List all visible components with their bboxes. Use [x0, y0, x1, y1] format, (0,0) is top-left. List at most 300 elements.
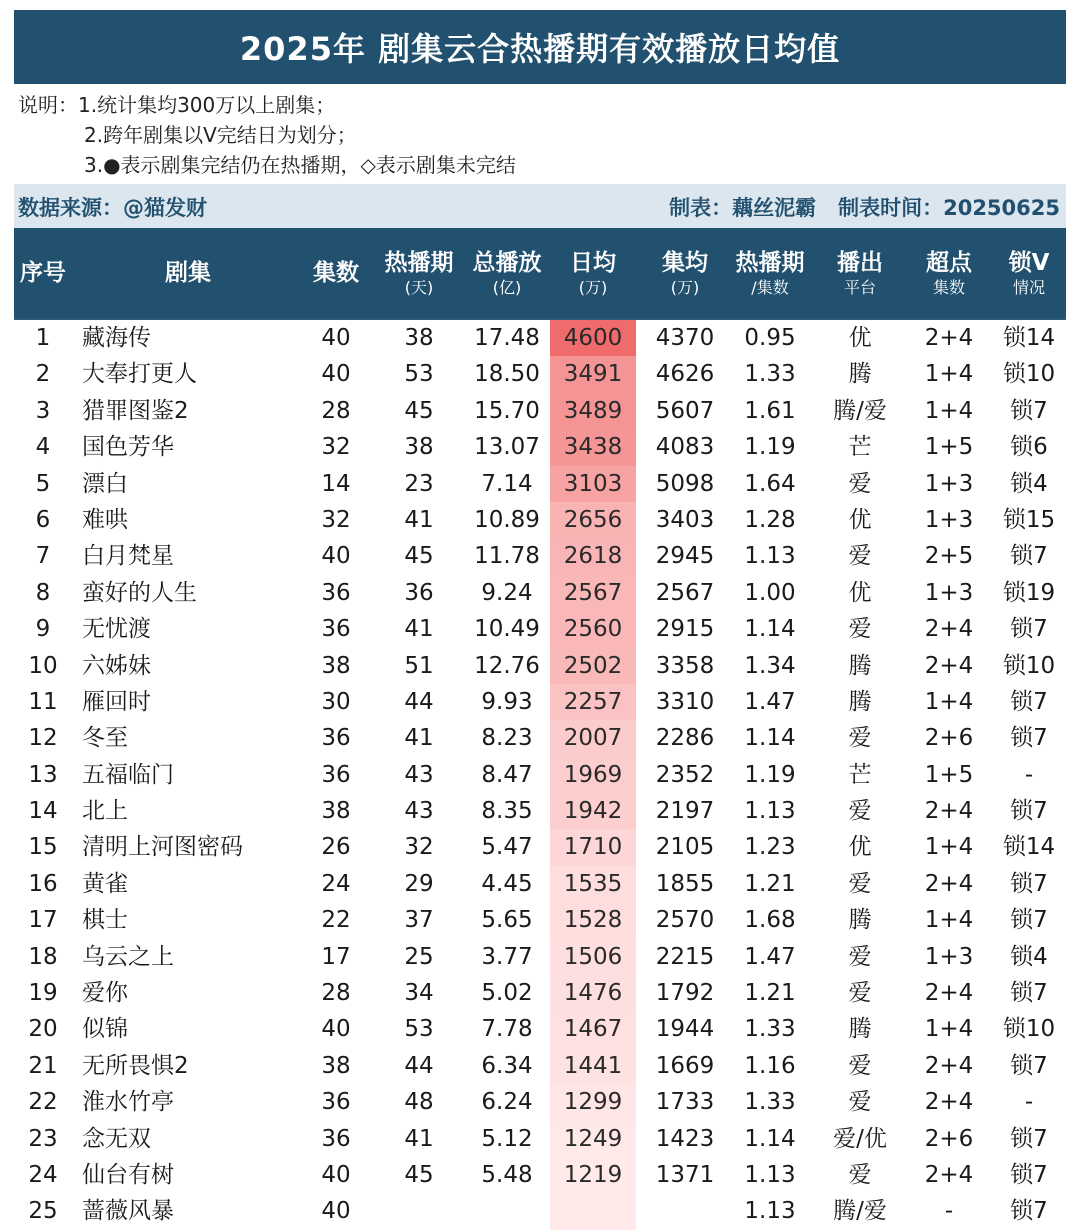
table-body [14, 320, 1066, 1232]
table-maker: 制表：藕丝泥霸 [669, 196, 817, 220]
cell-days-per-episode: 1.33 [744, 1016, 796, 1043]
cell-total-views: 10.89 [474, 506, 540, 533]
cell-daily-avg: 1467 [550, 1011, 636, 1047]
cell-platform: 优 [848, 834, 872, 861]
cell-lock-v: 锁7 [1010, 616, 1048, 643]
cell-episode-avg: 5098 [655, 470, 715, 497]
table-row [14, 611, 1066, 647]
cell-total-views: 9.24 [481, 579, 533, 606]
cell-daily-avg: 2502 [550, 648, 636, 684]
cell-episodes: 14 [321, 470, 351, 497]
cell-drama-name: 黄雀 [82, 870, 128, 897]
header-rank [14, 228, 72, 318]
cell-peak-episodes: 2+4 [924, 798, 974, 825]
header-episode-avg [644, 228, 726, 318]
cell-hot-days: 23 [404, 470, 434, 497]
cell-total-views: 18.50 [474, 361, 540, 388]
cell-peak-episodes: 1+3 [924, 943, 974, 970]
cell-platform: 爱 [848, 980, 872, 1007]
notes-section [14, 84, 1066, 184]
cell-platform: 优 [848, 579, 872, 606]
cell-episode-avg: 2352 [655, 761, 715, 788]
cell-days-per-episode: 1.47 [744, 943, 796, 970]
cell-rank: 4 [35, 434, 51, 461]
cell-daily-avg: 2618 [550, 538, 636, 574]
cell-peak-episodes: 1+4 [924, 688, 974, 715]
table-row [14, 939, 1066, 975]
cell-episode-avg: 4626 [655, 361, 715, 388]
cell-total-views: 5.12 [481, 1125, 533, 1152]
cell-episodes: 36 [321, 616, 351, 643]
cell-drama-name: 漂白 [82, 470, 128, 497]
cell-daily-avg: 1299 [550, 1084, 636, 1120]
cell-lock-v: 锁4 [1010, 470, 1048, 497]
cell-platform: 腾 [848, 688, 872, 715]
table-row [14, 975, 1066, 1011]
cell-drama-name: 猎罪图鉴2 [82, 397, 189, 424]
cell-lock-v: 锁7 [1010, 798, 1048, 825]
table-row [14, 1157, 1066, 1193]
cell-rank: 10 [28, 652, 58, 679]
table-row [14, 684, 1066, 720]
cell-peak-episodes: 2+4 [924, 870, 974, 897]
cell-platform: 爱 [848, 798, 872, 825]
table-row [14, 829, 1066, 865]
cell-episodes: 32 [321, 506, 351, 533]
cell-rank: 8 [35, 579, 51, 606]
header-label: 总播放 [472, 249, 542, 276]
cell-platform: 芒 [848, 434, 872, 461]
cell-hot-days: 38 [404, 434, 434, 461]
cell-total-views: 10.49 [474, 616, 540, 643]
cell-episode-avg: 3358 [655, 652, 715, 679]
cell-days-per-episode: 1.00 [744, 579, 796, 606]
cell-platform: 优 [848, 325, 872, 351]
cell-platform: 腾 [848, 907, 872, 934]
header-daily-avg [550, 228, 636, 318]
notes-line-1 [18, 90, 335, 120]
cell-drama-name: 五福临门 [82, 761, 174, 788]
cell-rank: 6 [35, 506, 51, 533]
cell-rank: 20 [28, 1016, 58, 1043]
cell-rank: 23 [28, 1125, 58, 1152]
cell-rank: 13 [28, 761, 58, 788]
cell-lock-v: 锁15 [1002, 506, 1056, 533]
cell-episode-avg: 1669 [655, 1052, 715, 1079]
header-unit: (万) [670, 277, 700, 297]
cell-rank: 7 [35, 543, 51, 570]
cell-episode-avg: 2570 [655, 907, 715, 934]
cell-daily-avg: 1506 [550, 939, 636, 975]
cell-drama-name: 念无双 [82, 1125, 151, 1152]
cell-episodes: 38 [321, 798, 351, 825]
cell-hot-days: 44 [404, 688, 434, 715]
cell-days-per-episode: 1.13 [744, 1161, 796, 1188]
cell-hot-days: 43 [404, 761, 434, 788]
cell-rank: 22 [28, 1089, 58, 1116]
header-days-per-episode [726, 228, 814, 318]
cell-lock-v: 锁7 [1010, 1125, 1048, 1152]
cell-episodes: 36 [321, 579, 351, 606]
cell-daily-avg: 2656 [550, 502, 636, 538]
cell-episode-avg: 1733 [655, 1089, 715, 1116]
cell-episodes: 22 [321, 907, 351, 934]
table-row [14, 1121, 1066, 1157]
header-unit: 平台 [843, 277, 876, 297]
header-peak-episodes [906, 228, 992, 318]
cell-daily-avg: 1528 [550, 902, 636, 938]
table-row [14, 1084, 1066, 1120]
cell-platform: 爱 [848, 870, 872, 897]
cell-hot-days: 48 [404, 1089, 434, 1116]
cell-episode-avg: 2567 [655, 579, 715, 606]
cell-episodes: 36 [321, 761, 351, 788]
cell-episode-avg: 1792 [655, 980, 715, 1007]
cell-hot-days: 36 [404, 579, 434, 606]
cell-daily-avg: 2007 [550, 720, 636, 756]
cell-drama-name: 乌云之上 [82, 943, 174, 970]
table-row [14, 1011, 1066, 1047]
cell-days-per-episode: 1.19 [744, 434, 796, 461]
cell-rank: 24 [28, 1161, 58, 1188]
table-row [14, 1193, 1066, 1229]
table-row [14, 320, 1066, 356]
cell-daily-avg: 1710 [550, 829, 636, 865]
cell-lock-v: 锁7 [1010, 725, 1048, 752]
cell-drama-name: 无忧渡 [82, 616, 151, 643]
cell-hot-days: 51 [404, 652, 434, 679]
cell-peak-episodes: 2+5 [924, 543, 974, 570]
cell-daily-avg: 1219 [550, 1157, 636, 1193]
table-row [14, 429, 1066, 465]
notes-line-3: 3.●表示剧集完结仍在热播期，◇表示剧集未完结 [84, 153, 516, 177]
cell-drama-name: 国色芳华 [82, 434, 174, 461]
header-label: 日均 [570, 249, 616, 276]
header-unit: (万) [578, 277, 608, 297]
cell-episode-avg: 1371 [655, 1161, 715, 1188]
cell-lock-v: 锁14 [1002, 325, 1056, 351]
cell-hot-days: 38 [404, 325, 434, 351]
cell-episode-avg: 2915 [655, 616, 715, 643]
cell-peak-episodes: 1+4 [924, 361, 974, 388]
header-lock-v [992, 228, 1066, 318]
cell-episode-avg: 2215 [655, 943, 715, 970]
cell-peak-episodes: 1+3 [924, 506, 974, 533]
cell-lock-v: 锁7 [1010, 1052, 1048, 1079]
cell-episode-avg: 1423 [655, 1125, 715, 1152]
cell-rank: 21 [28, 1052, 58, 1079]
cell-lock-v: - [1024, 761, 1034, 788]
cell-total-views: 4.45 [481, 870, 533, 897]
table-row [14, 720, 1066, 756]
cell-total-views: 8.23 [481, 725, 533, 752]
cell-hot-days: 53 [404, 361, 434, 388]
header-label: 剧集 [165, 259, 211, 286]
cell-peak-episodes: 2+4 [924, 652, 974, 679]
cell-hot-days: 53 [404, 1016, 434, 1043]
cell-episodes: 40 [321, 325, 351, 351]
header-label: 超点 [926, 249, 972, 276]
header-unit: (亿) [492, 277, 522, 297]
cell-platform: 爱 [848, 1161, 872, 1188]
cell-platform: 腾/爱 [833, 397, 887, 424]
cell-platform: 腾 [848, 652, 872, 679]
cell-days-per-episode: 1.13 [744, 1198, 796, 1225]
cell-episode-avg: 5607 [655, 397, 715, 424]
cell-platform: 爱 [848, 470, 872, 497]
cell-peak-episodes: 1+4 [924, 834, 974, 861]
cell-platform: 芒 [848, 761, 872, 788]
cell-days-per-episode: 1.16 [744, 1052, 796, 1079]
cell-episode-avg: 1855 [655, 870, 715, 897]
cell-days-per-episode: 1.14 [744, 725, 796, 752]
table-row [14, 502, 1066, 538]
cell-episodes: 28 [321, 397, 351, 424]
cell-peak-episodes: 1+4 [924, 907, 974, 934]
cell-episodes: 32 [321, 434, 351, 461]
cell-total-views: 15.70 [474, 397, 540, 424]
cell-days-per-episode: 1.19 [744, 761, 796, 788]
cell-lock-v: 锁7 [1010, 397, 1048, 424]
cell-daily-avg: 2257 [550, 684, 636, 720]
cell-rank: 11 [28, 688, 58, 715]
cell-rank: 19 [28, 980, 58, 1007]
cell-total-views: 8.47 [481, 761, 533, 788]
cell-drama-name: 白月梵星 [82, 543, 174, 570]
cell-total-views: 5.47 [481, 834, 533, 861]
cell-daily-avg: 1535 [550, 866, 636, 902]
table-row [14, 793, 1066, 829]
cell-lock-v: 锁19 [1002, 579, 1056, 606]
cell-total-views: 6.24 [481, 1089, 533, 1116]
cell-total-views: 7.14 [481, 470, 533, 497]
notes-line-2: 2.跨年剧集以V完结日为划分； [84, 123, 357, 147]
cell-days-per-episode: 1.47 [744, 688, 796, 715]
cell-days-per-episode: 1.21 [744, 980, 796, 1007]
cell-daily-avg [550, 1193, 636, 1229]
cell-drama-name: 冬至 [82, 725, 128, 752]
cell-drama-name: 蛮好的人生 [82, 579, 197, 606]
table-row [14, 866, 1066, 902]
cell-platform: 爱 [848, 943, 872, 970]
cell-platform: 优 [848, 506, 872, 533]
header-hot-days [374, 228, 464, 318]
cell-peak-episodes: 1+5 [924, 761, 974, 788]
table-row [14, 902, 1066, 938]
cell-episodes: 40 [321, 1161, 351, 1188]
cell-hot-days: 34 [404, 980, 434, 1007]
header-unit: 集数 [932, 277, 965, 297]
cell-episodes: 38 [321, 652, 351, 679]
cell-drama-name: 藏海传 [82, 325, 151, 351]
cell-hot-days: 44 [404, 1052, 434, 1079]
cell-drama-name: 淮水竹亭 [82, 1089, 174, 1116]
cell-episode-avg: 3310 [655, 688, 715, 715]
cell-lock-v: 锁7 [1010, 980, 1048, 1007]
cell-days-per-episode: 1.33 [744, 1089, 796, 1116]
cell-hot-days [374, 1193, 464, 1229]
cell-peak-episodes: 2+4 [924, 1052, 974, 1079]
cell-drama-name: 蔷薇风暴 [82, 1198, 174, 1225]
cell-days-per-episode: 1.23 [744, 834, 796, 861]
cell-hot-days: 25 [404, 943, 434, 970]
header-drama-name [78, 228, 298, 318]
table-row [14, 648, 1066, 684]
cell-total-views: 17.48 [474, 325, 540, 351]
cell-total-views: 3.77 [481, 943, 533, 970]
cell-daily-avg: 1441 [550, 1048, 636, 1084]
cell-lock-v: 锁10 [1002, 361, 1056, 388]
cell-days-per-episode: 1.33 [744, 361, 796, 388]
cell-daily-avg: 3103 [550, 466, 636, 502]
cell-episode-avg [644, 1193, 726, 1229]
cell-platform: 爱 [848, 616, 872, 643]
cell-hot-days: 41 [404, 506, 434, 533]
cell-episode-avg: 2105 [655, 834, 715, 861]
cell-lock-v: 锁7 [1010, 907, 1048, 934]
table-row [14, 1048, 1066, 1084]
cell-peak-episodes: 1+3 [924, 579, 974, 606]
cell-total-views: 5.48 [481, 1161, 533, 1188]
data-source: 数据来源：@猫发财 [18, 196, 207, 220]
cell-total-views: 5.65 [481, 907, 533, 934]
cell-daily-avg: 1969 [550, 757, 636, 793]
cell-hot-days: 32 [404, 834, 434, 861]
table-row [14, 757, 1066, 793]
cell-daily-avg: 1942 [550, 793, 636, 829]
cell-episodes: 40 [321, 543, 351, 570]
cell-daily-avg: 1249 [550, 1121, 636, 1157]
header-label: 热播期 [735, 249, 805, 276]
cell-days-per-episode: 1.21 [744, 870, 796, 897]
cell-episodes: 40 [321, 1016, 351, 1043]
cell-drama-name: 清明上河图密码 [82, 834, 243, 861]
cell-drama-name: 难哄 [82, 506, 128, 533]
cell-episodes: 36 [321, 1125, 351, 1152]
cell-rank: 16 [28, 870, 58, 897]
cell-total-views: 13.07 [474, 434, 540, 461]
cell-drama-name: 雁回时 [82, 688, 151, 715]
header-label: 集数 [313, 259, 359, 286]
cell-drama-name: 棋士 [82, 907, 128, 934]
cell-rank: 25 [28, 1198, 58, 1225]
cell-peak-episodes: 1+4 [924, 1016, 974, 1043]
cell-peak-episodes: 2+4 [924, 1161, 974, 1188]
cell-hot-days: 41 [404, 1125, 434, 1152]
cell-episode-avg: 4370 [655, 325, 715, 351]
cell-drama-name: 爱你 [82, 980, 128, 1007]
cell-peak-episodes: 2+6 [924, 1125, 974, 1152]
header-label: 热播期 [384, 249, 454, 276]
table-time: 制表时间：20250625 [838, 196, 1060, 220]
header-unit: 情况 [1012, 277, 1045, 297]
cell-episode-avg: 3403 [655, 506, 715, 533]
cell-hot-days: 41 [404, 725, 434, 752]
table-row [14, 466, 1066, 502]
cell-episodes: 38 [321, 1052, 351, 1079]
cell-hot-days: 45 [404, 1161, 434, 1188]
cell-rank: 3 [35, 397, 51, 424]
cell-daily-avg: 3438 [550, 429, 636, 465]
cell-total-views: 7.78 [481, 1016, 533, 1043]
cell-hot-days: 37 [404, 907, 434, 934]
cell-drama-name: 似锦 [82, 1016, 128, 1043]
cell-platform: 爱 [848, 543, 872, 570]
cell-rank: 2 [35, 361, 51, 388]
cell-lock-v: 锁14 [1002, 834, 1056, 861]
cell-peak-episodes: 1+3 [924, 470, 974, 497]
cell-episode-avg: 2286 [655, 725, 715, 752]
table-row [14, 393, 1066, 429]
header-platform [814, 228, 906, 318]
cell-episodes: 26 [321, 834, 351, 861]
cell-days-per-episode: 1.64 [744, 470, 796, 497]
cell-rank: 12 [28, 725, 58, 752]
cell-total-views: 9.93 [481, 688, 533, 715]
cell-rank: 17 [28, 907, 58, 934]
cell-days-per-episode: 1.14 [744, 1125, 796, 1152]
cell-days-per-episode: 1.61 [744, 397, 796, 424]
cell-peak-episodes: 2+4 [924, 1089, 974, 1116]
cell-platform: 爱 [848, 725, 872, 752]
header-label: 集均 [662, 249, 708, 276]
cell-daily-avg: 2567 [550, 575, 636, 611]
cell-hot-days: 45 [404, 543, 434, 570]
cell-lock-v: 锁10 [1002, 1016, 1056, 1043]
cell-platform: 腾 [848, 361, 872, 388]
cell-lock-v: 锁7 [1010, 543, 1048, 570]
cell-days-per-episode: 0.95 [744, 325, 796, 351]
header-episodes [298, 228, 374, 318]
cell-lock-v: 锁7 [1010, 1198, 1048, 1225]
cell-rank: 14 [28, 798, 58, 825]
cell-daily-avg: 4600 [550, 320, 636, 356]
cell-episode-avg: 4083 [655, 434, 715, 461]
cell-episodes: 36 [321, 725, 351, 752]
cell-rank: 1 [35, 325, 51, 351]
cell-episodes: 24 [321, 870, 351, 897]
cell-rank: 9 [35, 616, 51, 643]
cell-episode-avg: 2197 [655, 798, 715, 825]
cell-episodes: 28 [321, 980, 351, 1007]
header-unit: (天) [404, 277, 434, 297]
header-total-views [464, 228, 550, 318]
cell-episode-avg: 2945 [655, 543, 715, 570]
cell-peak-episodes: 1+4 [924, 397, 974, 424]
cell-episodes: 36 [321, 1089, 351, 1116]
cell-peak-episodes: 2+6 [924, 725, 974, 752]
note-text: 1.统计集均300万以上剧集； [78, 93, 336, 117]
header-label: 锁V [1008, 249, 1050, 276]
cell-drama-name: 仙台有树 [82, 1161, 174, 1188]
cell-rank: 15 [28, 834, 58, 861]
table-row [14, 356, 1066, 392]
cell-platform: 爱/优 [833, 1125, 887, 1152]
cell-drama-name: 大奉打更人 [82, 361, 197, 388]
cell-days-per-episode: 1.28 [744, 506, 796, 533]
page-title: 2025年 剧集云合热播期有效播放日均值 [14, 10, 1066, 84]
cell-rank: 18 [28, 943, 58, 970]
cell-hot-days: 41 [404, 616, 434, 643]
cell-lock-v: 锁6 [1010, 434, 1048, 461]
cell-peak-episodes: 2+4 [924, 616, 974, 643]
cell-lock-v: 锁7 [1010, 1161, 1048, 1188]
cell-platform: 腾 [848, 1016, 872, 1043]
cell-episodes: 30 [321, 688, 351, 715]
cell-lock-v: 锁4 [1010, 943, 1048, 970]
header-unit: /集数 [751, 277, 789, 297]
cell-total-views: 8.35 [481, 798, 533, 825]
